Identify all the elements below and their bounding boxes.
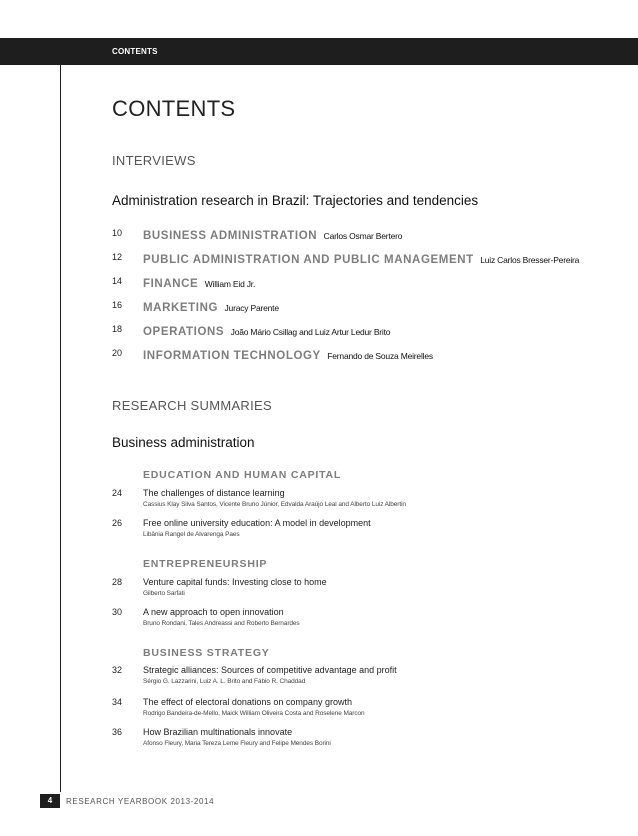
category-name: BUSINESS ADMINISTRATION (143, 230, 318, 242)
page-number: 10 (112, 228, 123, 238)
page-title: CONTENTS (112, 96, 236, 121)
footer-page-box (40, 794, 60, 808)
article-authors: Bruno Rondani, Tales Andreassi and Roberto Bernardes (143, 620, 300, 627)
article-authors: Libânia Rangel de Alvarenga Paes (143, 531, 240, 538)
margin-rule (60, 65, 61, 792)
footer-page-number: 4 (47, 796, 53, 805)
category-name: OPERATIONS (143, 326, 225, 338)
research-subheading: Business administration (112, 435, 255, 450)
article-authors: Gilberto Sarfati (143, 590, 185, 597)
page-number: 32 (112, 665, 123, 675)
article-authors: Sérgio G. Lazzarini, Luiz A. L. Brito and Fábio R. Chaddad (143, 678, 306, 685)
page-number: 14 (112, 276, 123, 286)
page-number: 18 (112, 324, 123, 334)
article-title[interactable]: Strategic alliances: Sources of competitive advantage and profit (143, 665, 397, 675)
page-number: 36 (112, 727, 123, 737)
author: Fernando de Souza Meirelles (327, 351, 433, 361)
page-number: 20 (112, 348, 123, 358)
article-title[interactable]: How Brazilian multinationals innovate (143, 727, 293, 737)
category-name: FINANCE (143, 278, 199, 290)
article-authors: Afonso Fleury, Maria Tereza Leme Fleury and Felipe Mendes Borini (143, 740, 331, 747)
article-authors: Cassius Klay Silva Santos, Vicente Bruno Júnior, Edvalda Araújo Leal and Alberto Luiz Albertin (143, 501, 406, 508)
author: Carlos Osmar Bertero (323, 231, 403, 241)
category-name: PUBLIC ADMINISTRATION AND PUBLIC MANAGEMENT (143, 254, 474, 266)
page-number: 12 (112, 252, 123, 262)
page-number: 16 (112, 300, 123, 310)
research-heading: RESEARCH SUMMARIES (112, 398, 272, 413)
author: Luiz Carlos Bresser-Pereira (480, 255, 580, 265)
article-title[interactable]: Venture capital funds: Investing close to home (143, 577, 327, 587)
header-bar (0, 38, 638, 65)
category-name: MARKETING (143, 302, 219, 314)
page-number: 28 (112, 577, 123, 587)
article-authors: Rodrigo Bandeira-de-Mello, Maick William Oliveira Costa and Roselene Marcon (143, 710, 365, 717)
topic-heading: ENTREPRENEURSHIP (143, 558, 268, 570)
topic-heading: EDUCATION AND HUMAN CAPITAL (143, 469, 342, 481)
header-label: CONTENTS (112, 47, 158, 56)
footer-label: RESEARCH YEARBOOK 2013-2014 (66, 797, 215, 806)
article-title[interactable]: A new approach to open innovation (143, 607, 284, 617)
author: João Mário Csillag and Luiz Artur Ledur Brito (230, 327, 391, 337)
article-title[interactable]: The effect of electoral donations on company growth (143, 697, 352, 707)
page-number: 30 (112, 607, 123, 617)
author: William Eid Jr. (204, 279, 256, 289)
author: Juracy Parente (224, 303, 279, 313)
interviews-subheading: Administration research in Brazil: Trajectories and tendencies (112, 193, 479, 208)
topic-heading: BUSINESS STRATEGY (143, 647, 270, 659)
article-title[interactable]: Free online university education: A model in development (143, 518, 371, 528)
article-title[interactable]: The challenges of distance learning (143, 488, 285, 498)
page-number: 26 (112, 518, 123, 528)
page-number: 24 (112, 488, 123, 498)
category-name: INFORMATION TECHNOLOGY (143, 350, 321, 362)
interviews-heading: INTERVIEWS (112, 153, 196, 168)
page-number: 34 (112, 697, 123, 707)
